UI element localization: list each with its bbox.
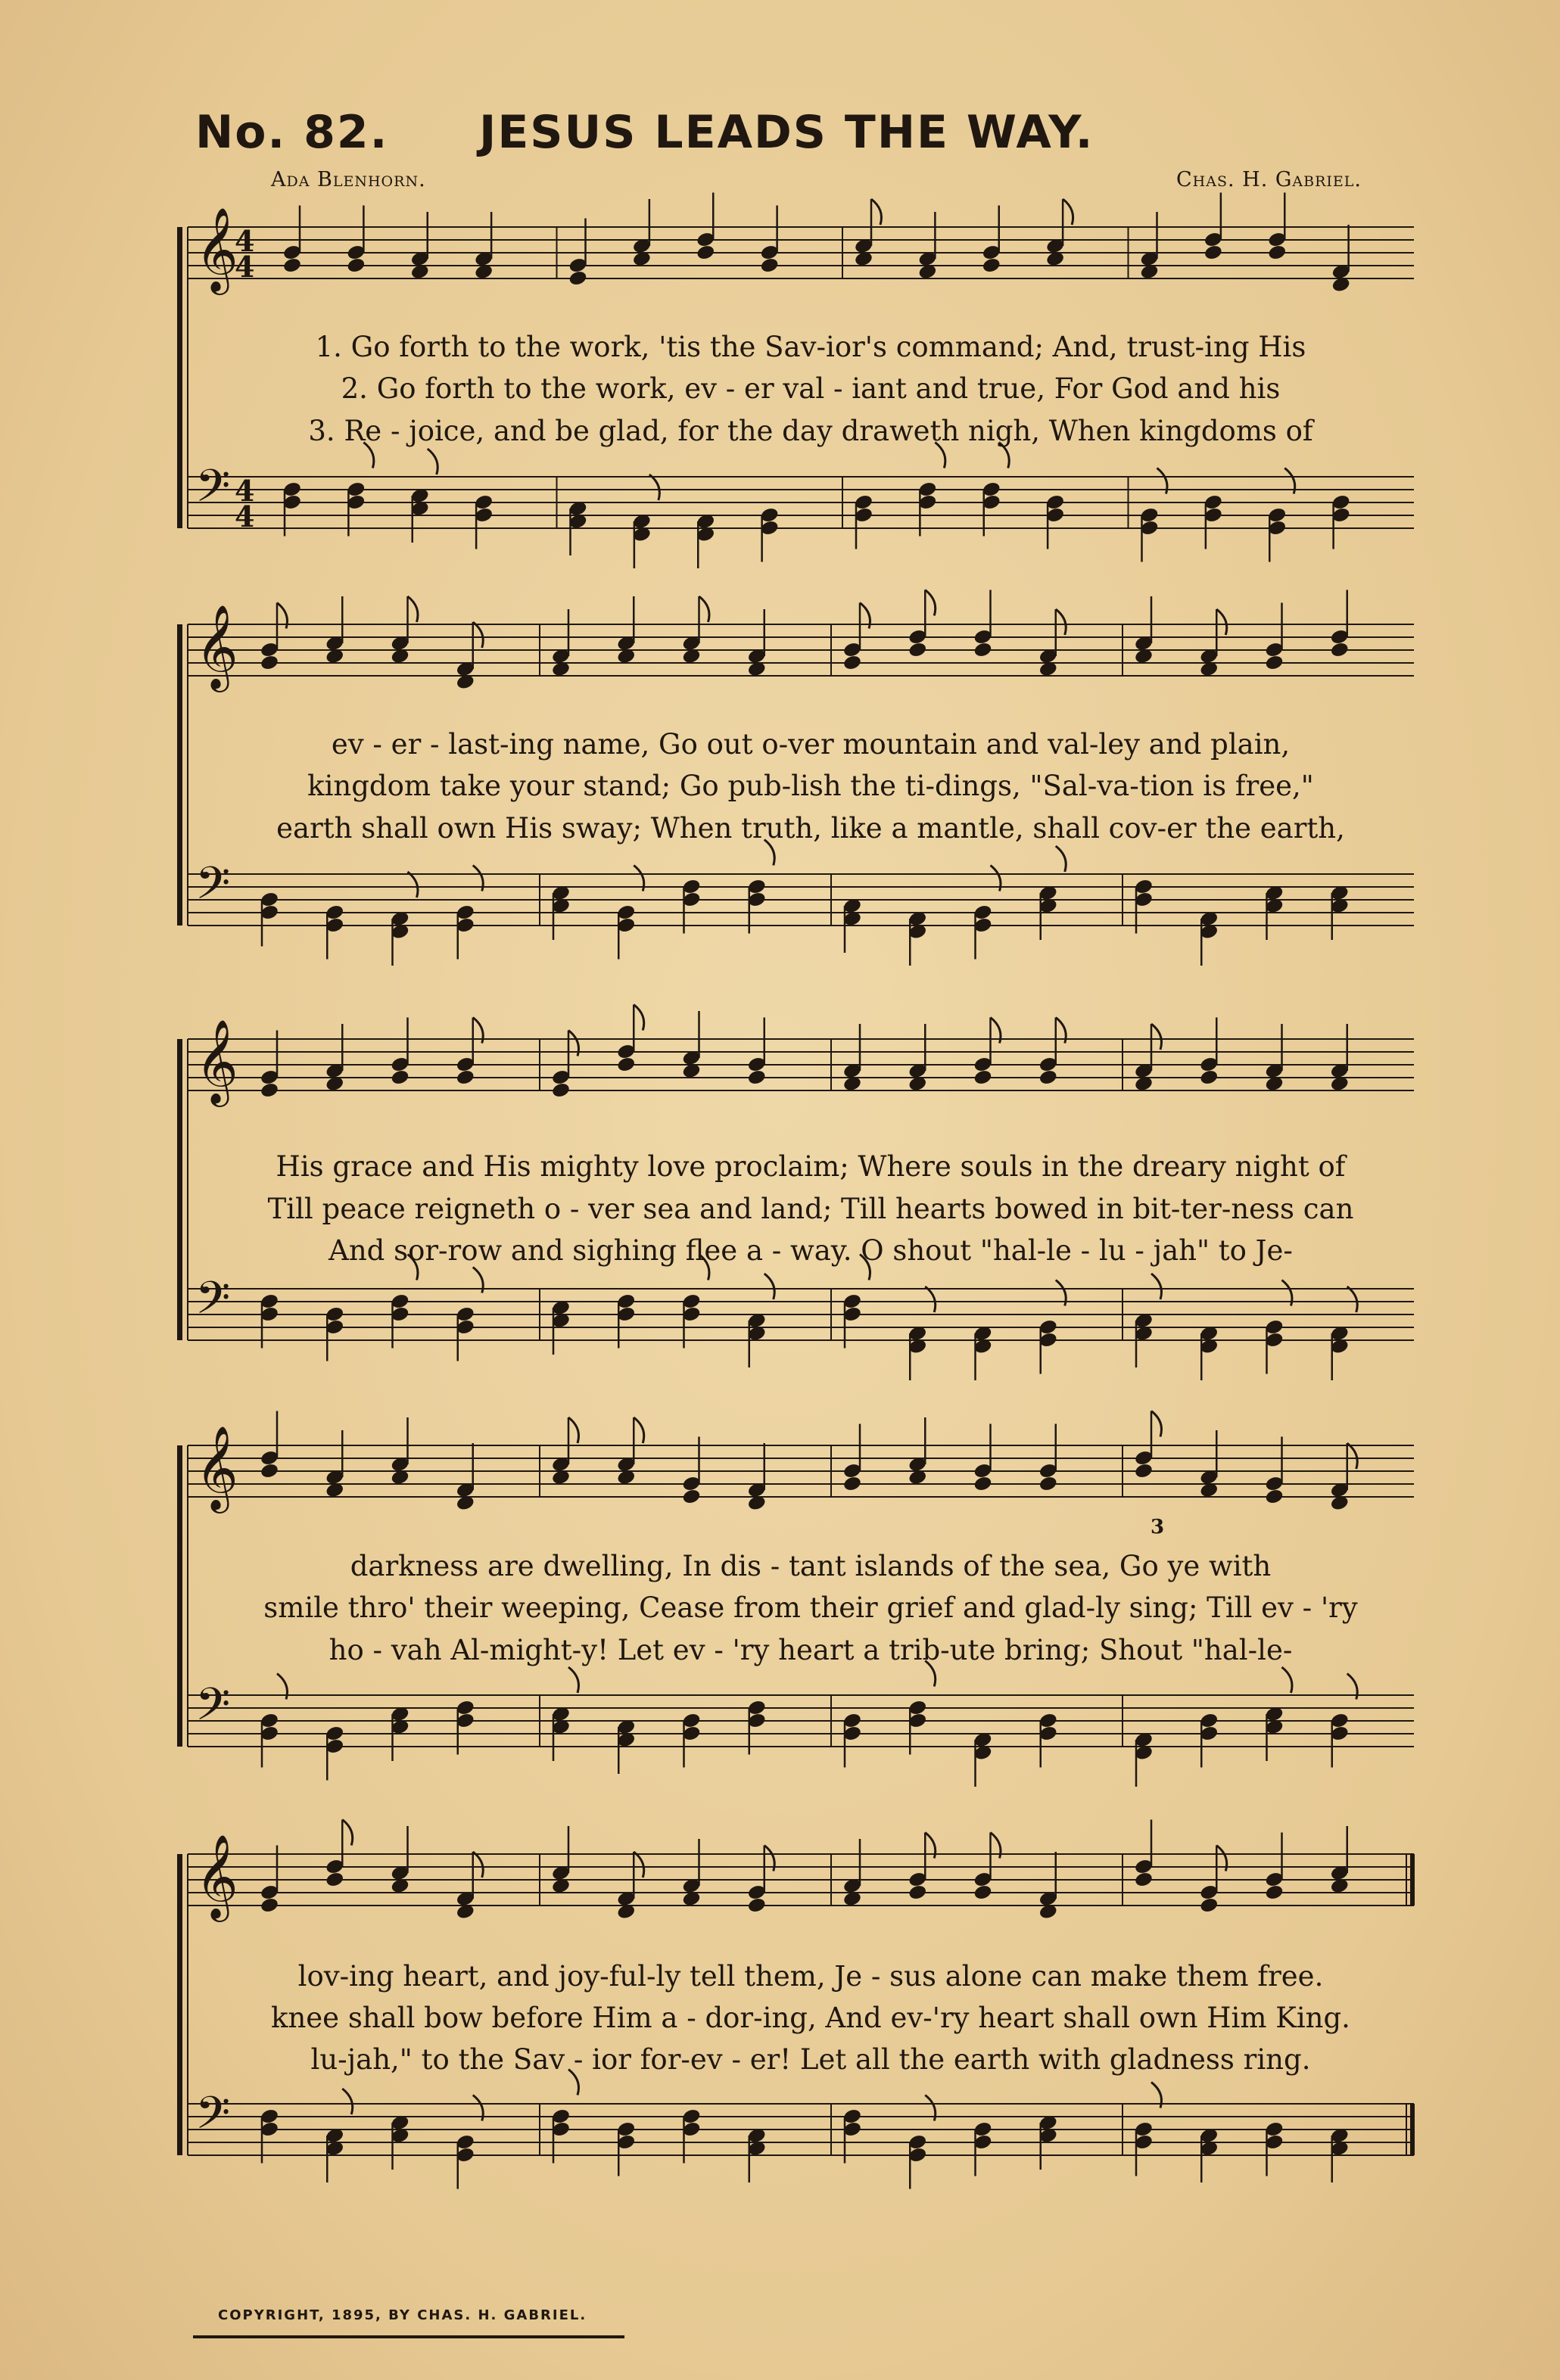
bass-clef-icon: 𝄢 xyxy=(195,857,231,920)
treble-clef-icon: 𝄞 xyxy=(195,604,238,689)
note-head xyxy=(1134,1462,1154,1479)
note-head xyxy=(1199,1069,1219,1086)
verse-3-line-5: lu-jah," to the Sav - ior for-ev - er! Let all the earth with gladness ring. xyxy=(310,2043,1311,2076)
note-flag xyxy=(1151,1024,1162,1050)
system-bracket xyxy=(177,1854,182,2155)
hymn-title: JESUS LEADS THE WAY. xyxy=(479,106,1094,159)
note-head xyxy=(1199,1896,1219,1914)
bass-clef-icon: 𝄢 xyxy=(195,1271,231,1335)
bass-clef-icon: 𝄢 xyxy=(195,2086,231,2150)
note-flag xyxy=(1056,609,1066,635)
note-flag xyxy=(1151,1411,1162,1437)
note-head xyxy=(1330,641,1350,658)
note-head xyxy=(456,1069,475,1086)
note-head xyxy=(260,1081,279,1099)
note-head xyxy=(760,257,780,274)
note-head xyxy=(973,1475,992,1492)
note-head xyxy=(390,1069,409,1086)
note-head xyxy=(681,1488,701,1505)
system-bracket xyxy=(177,624,182,926)
note-flag xyxy=(473,1852,484,1878)
note-flag xyxy=(1347,1286,1358,1312)
note-head xyxy=(551,1081,571,1099)
note-flag xyxy=(473,622,484,648)
note-head xyxy=(260,654,279,671)
note-flag xyxy=(568,1417,579,1443)
note-flag xyxy=(925,1286,936,1312)
copyright-notice: COPYRIGHT, 1895, BY CHAS. H. GABRIEL. xyxy=(218,2307,587,2323)
note-head xyxy=(982,257,1001,274)
system-bracket xyxy=(177,1039,182,1340)
bass-clef-icon: 𝄢 xyxy=(195,1678,231,1741)
note-head xyxy=(973,1884,992,1901)
note-head xyxy=(616,1056,636,1073)
note-flag xyxy=(649,474,660,500)
note-flag xyxy=(568,1667,579,1693)
note-flag xyxy=(408,596,419,622)
note-flag xyxy=(1216,609,1227,635)
note-head xyxy=(973,1069,992,1086)
note-head xyxy=(260,1462,279,1479)
composer-credit: Chas. H. Gabriel. xyxy=(1176,168,1362,191)
note-flag xyxy=(1282,1667,1293,1693)
note-head xyxy=(1038,1069,1058,1086)
verse-3-line-3: And sor-row and sighing flee a - way. O shout "hal-le - lu - jah" to Je- xyxy=(329,1234,1293,1267)
note-head xyxy=(1264,1488,1284,1505)
verse-1-line-3: His grace and His mighty love proclaim; Where souls in the dreary night of xyxy=(276,1150,1346,1183)
note-head xyxy=(346,257,366,274)
note-flag xyxy=(699,596,710,622)
note-head xyxy=(568,269,587,287)
treble-clef-icon: 𝄞 xyxy=(195,207,238,291)
note-head xyxy=(908,641,927,658)
system-bracket xyxy=(177,227,182,528)
note-head xyxy=(1134,1871,1154,1888)
note-flag xyxy=(1063,199,1073,225)
verse-3-line-4: ho - vah Al-might-y! Let ev - 'ry heart a trib-ute bring; Shout "hal-le- xyxy=(329,1634,1293,1666)
note-head xyxy=(908,1884,927,1901)
hymn-header xyxy=(195,106,1406,166)
treble-clef-icon: 𝄞 xyxy=(195,1834,238,1918)
copyright-rule xyxy=(193,2335,624,2338)
note-flag xyxy=(428,449,438,474)
note-flag xyxy=(342,1820,353,1846)
verse-2-line-2: kingdom take your stand; Go pub-lish the ti-dings, "Sal-va-tion is free," xyxy=(307,770,1314,802)
treble-clef-icon: 𝄞 xyxy=(195,1425,238,1510)
note-flag xyxy=(764,1274,775,1299)
note-flag xyxy=(408,872,419,898)
bass-clef-icon: 𝄢 xyxy=(195,459,231,523)
note-head xyxy=(260,1896,279,1914)
final-bar-line xyxy=(1410,2104,1415,2155)
note-head xyxy=(325,1871,344,1888)
hymn-number: No. 82. xyxy=(195,106,389,159)
triplet-mark: 3 xyxy=(1151,1516,1165,1538)
note-flag xyxy=(634,1417,644,1443)
verse-2-line-5: knee shall bow before Him a - dor-ing, And ev-'ry heart shall own Him King. xyxy=(271,2002,1350,2034)
verse-2-line-3: Till peace reigneth o - ver sea and land; Till hearts bowed in bit-ter-ness can xyxy=(267,1193,1354,1225)
note-head xyxy=(1267,244,1287,261)
time-signature-top: 4 xyxy=(235,224,255,258)
note-flag xyxy=(342,2089,353,2114)
note-flag xyxy=(1347,1443,1358,1469)
note-flag xyxy=(871,199,882,225)
note-head xyxy=(842,654,862,671)
note-flag xyxy=(634,1852,644,1878)
verse-1-line-5: lov-ing heart, and joy-ful-ly tell them, Je - sus alone can make them free. xyxy=(297,1960,1324,1993)
note-head xyxy=(282,257,302,274)
verse-3-line-2: earth shall own His sway; When truth, like a mantle, shall cov-er the earth, xyxy=(276,812,1345,845)
note-flag xyxy=(634,1005,644,1031)
note-head xyxy=(747,1896,767,1914)
note-head xyxy=(973,641,992,658)
note-flag xyxy=(1056,846,1066,872)
verse-1-line-4: darkness are dwelling, In dis - tant islands of the sea, Go ye with xyxy=(350,1550,1272,1582)
time-signature-bottom: 4 xyxy=(235,250,255,284)
note-head xyxy=(747,1069,767,1086)
verse-3-line-1: 3. Re - joice, and be glad, for the day draweth nigh, When kingdoms of xyxy=(308,415,1313,447)
verse-2-line-1: 2. Go forth to the work, ev - er val - iant and true, For God and his xyxy=(341,372,1281,405)
lyricist-credit: Ada Blenhorn. xyxy=(271,168,426,191)
note-head xyxy=(1203,244,1223,261)
note-head xyxy=(1264,654,1284,671)
verse-1-line-2: ev - er - last-ing name, Go out o-ver mountain and val-ley and plain, xyxy=(331,728,1291,761)
time-signature-top: 4 xyxy=(235,474,255,508)
system-bracket xyxy=(177,1445,182,1747)
final-bar-line xyxy=(1410,1854,1415,1906)
note-head xyxy=(1038,1475,1058,1492)
note-head xyxy=(696,244,715,261)
note-head xyxy=(842,1475,862,1492)
note-head xyxy=(1264,1884,1284,1901)
verse-1-line-1: 1. Go forth to the work, 'tis the Sav-ior's command; And, trust-ing His xyxy=(315,331,1306,363)
note-flag xyxy=(1151,1274,1162,1299)
time-signature-bottom: 4 xyxy=(235,499,255,534)
verse-2-line-4: smile thro' their weeping, Cease from their grief and glad-ly sing; Till ev - 'ry xyxy=(263,1591,1358,1624)
treble-clef-icon: 𝄞 xyxy=(195,1019,238,1103)
